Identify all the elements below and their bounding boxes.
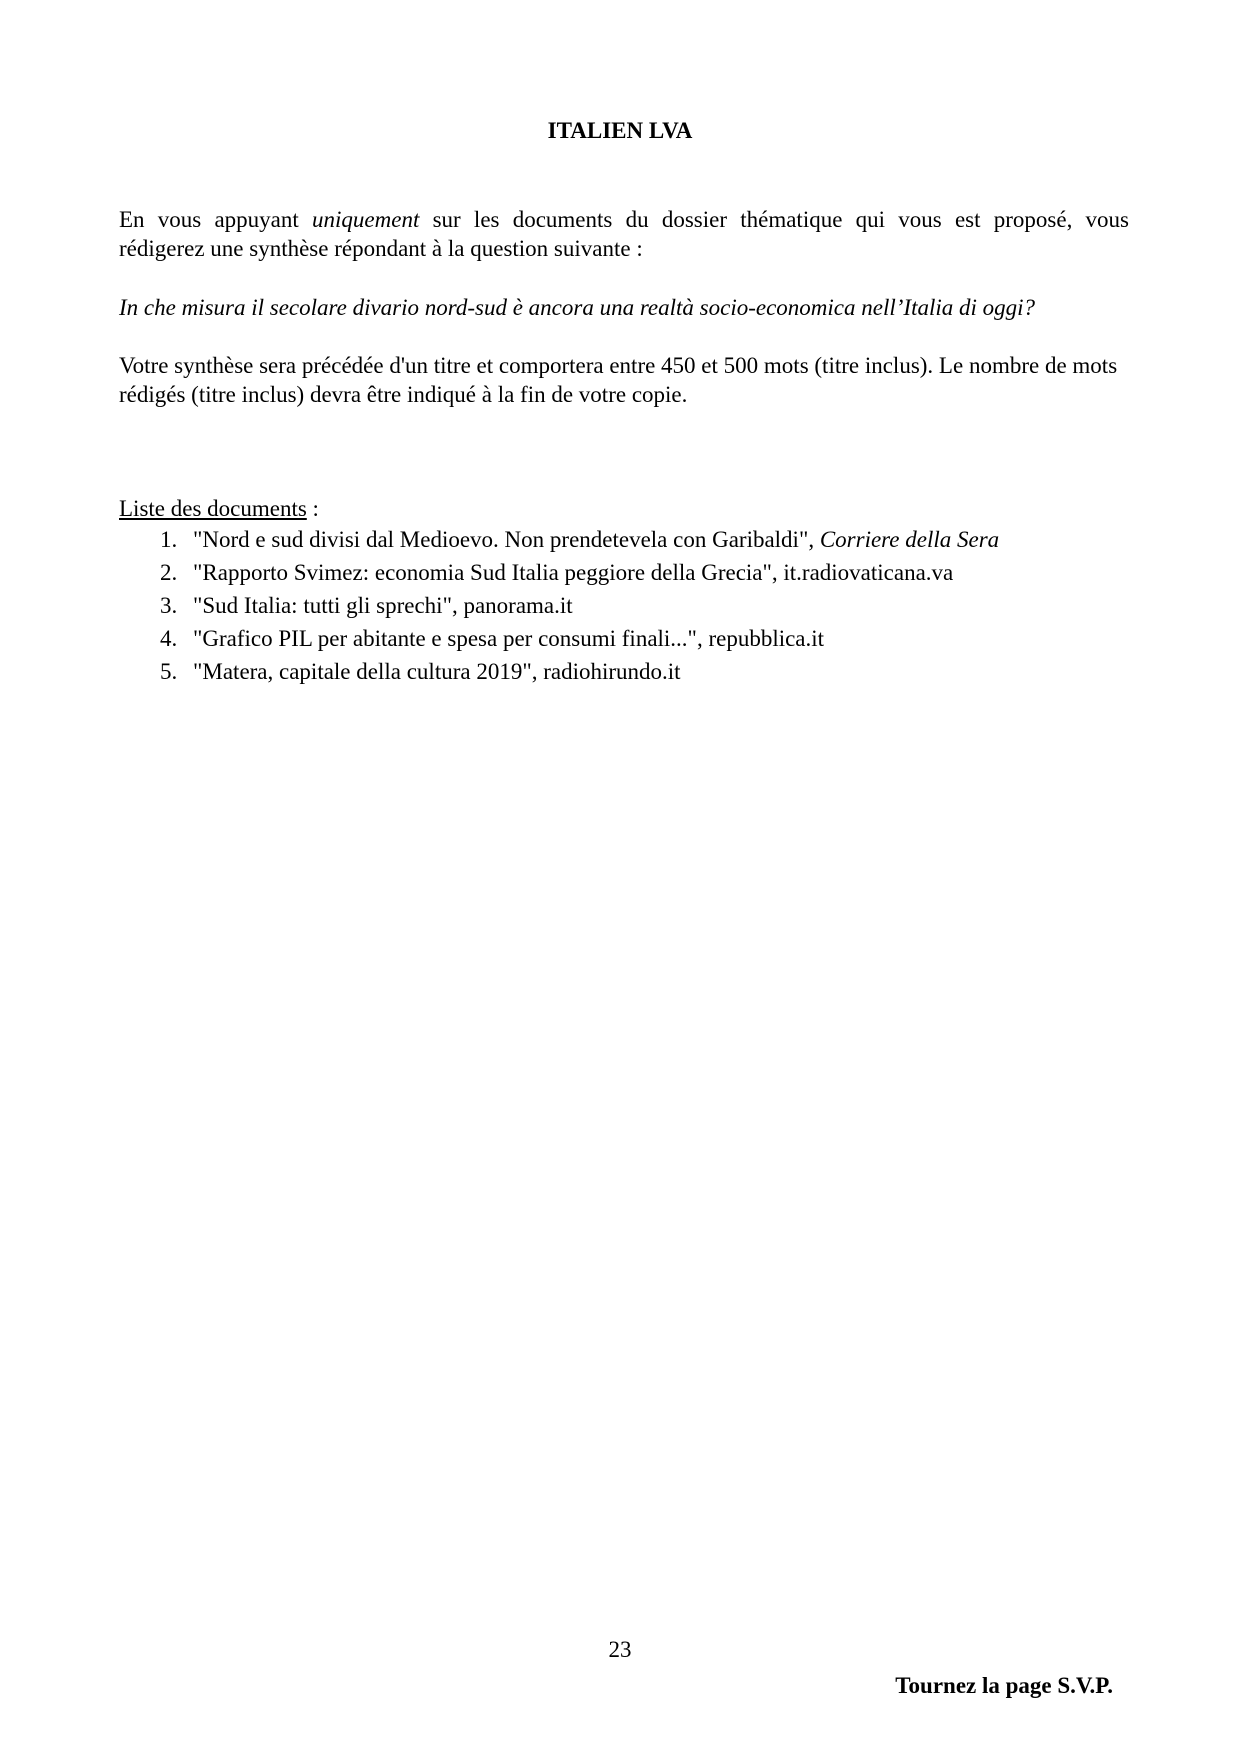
- document-number: 2.: [160, 560, 178, 585]
- rules-paragraph: Votre synthèse sera précédée d'un titre et comportera entre 450 et 500 mots (titre inclus). Le nombre de mots rédigés (titre inclus) devra être indiqué à la fin de votre copie.: [119, 353, 1118, 407]
- document-item: [119, 589, 999, 622]
- document-text: "Matera, capitale della cultura 2019", radiohirundo.it: [193, 659, 681, 684]
- instructions-line-1: [119, 205, 1129, 234]
- document-item: [119, 523, 999, 556]
- instructions-emphasis: uniquement: [312, 207, 420, 232]
- instructions-line-2: rédigerez une synthèse répondant à la question suivante :: [119, 236, 643, 261]
- documents-list: [119, 523, 999, 688]
- document-item: [119, 622, 999, 655]
- document-number: 3.: [160, 593, 178, 618]
- documents-heading-label: Liste des documents: [119, 496, 307, 521]
- document-number: 1.: [160, 527, 178, 552]
- document-text: "Nord e sud divisi dal Medioevo. Non prendetevela con Garibaldi",: [193, 527, 820, 552]
- document-text: "Rapporto Svimez: economia Sud Italia peggiore della Grecia", it.radiovaticana.va: [193, 560, 954, 585]
- instructions-paragraph: [119, 205, 1129, 263]
- question: In che misura il secolare divario nord-sud è ancora una realtà socio-economica nell’Italia di oggi?: [119, 295, 1036, 320]
- page-number: 23: [608, 1637, 632, 1662]
- document-number: 5.: [160, 659, 178, 684]
- page-title: ITALIEN LVA: [547, 118, 693, 143]
- turn-page-note: Tournez la page S.V.P.: [895, 1673, 1113, 1698]
- document-number: 4.: [160, 626, 178, 651]
- instructions-text: En vous appuyant: [119, 207, 313, 232]
- document-text: "Grafico PIL per abitante e spesa per consumi finali...", repubblica.it: [193, 626, 825, 651]
- document-item: [119, 556, 999, 589]
- document-text: "Sud Italia: tutti gli sprechi", panorama.it: [193, 593, 573, 618]
- document-item: [119, 655, 999, 688]
- documents-heading: [119, 494, 319, 523]
- document-source: Corriere della Sera: [819, 527, 1000, 552]
- instructions-text: sur les documents du dossier thématique qui vous est proposé, vous: [419, 207, 1130, 232]
- documents-heading-suffix: :: [306, 496, 319, 521]
